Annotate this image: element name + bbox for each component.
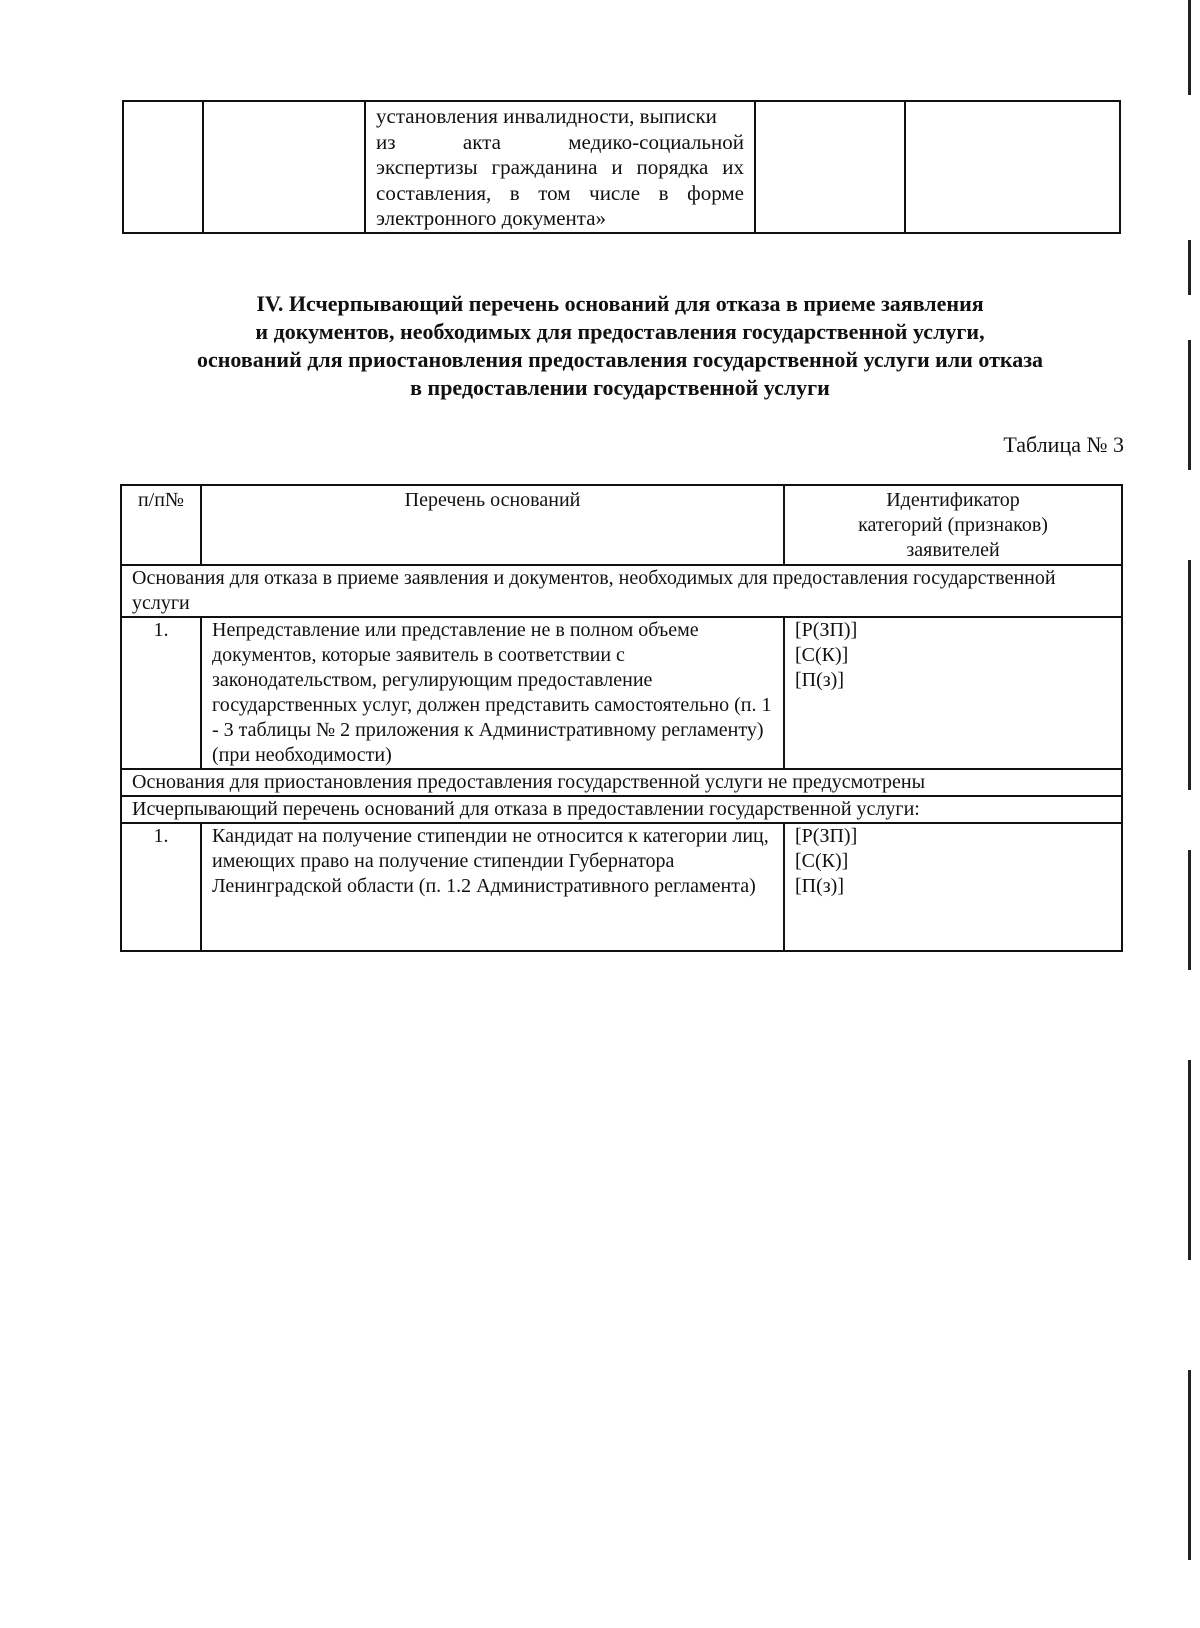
- section-heading: [120, 290, 1120, 402]
- scan-edge-mark: [1188, 240, 1191, 295]
- header-identifier-line: заявителей: [906, 539, 1000, 561]
- continuation-line: экспертизы гражданина и порядка их: [376, 155, 744, 179]
- identifier-code: [Р(ЗП)]: [795, 619, 858, 641]
- table-caption: Таблица № 3: [1003, 432, 1124, 457]
- scan-edge-mark: [1188, 340, 1191, 470]
- grounds-table: [120, 484, 1123, 952]
- scan-edge-mark: [1188, 1060, 1191, 1260]
- section-heading-line: оснований для приостановления предоставления государственной услуги или отказа: [196, 347, 1044, 372]
- continuation-line: составления, в том числе в форме: [376, 180, 744, 205]
- group2-title: Основания для приостановления предоставления государственной услуги не предусмотрены: [121, 769, 1122, 796]
- group-title-row: [121, 796, 1122, 823]
- continuation-row: [123, 101, 1120, 233]
- header-identifier-line: категорий (признаков): [858, 514, 1048, 536]
- section-heading-line: и документов, необходимых для предоставления государственной услуги,: [255, 319, 985, 344]
- header-identifier-line: Идентификатор: [886, 489, 1020, 511]
- header-number: п/п№: [121, 485, 201, 565]
- continuation-cell-empty: [905, 101, 1120, 233]
- header-identifier: [784, 485, 1122, 565]
- table-row: [121, 617, 1122, 769]
- identifier-code: [П(з)]: [795, 669, 844, 691]
- continuation-line: электронного документа»: [376, 206, 607, 230]
- group-title-row: [121, 565, 1122, 617]
- scan-edge-mark: [1188, 850, 1191, 970]
- continuation-table: [122, 100, 1121, 234]
- table-header-row: [121, 485, 1122, 565]
- identifier-code: [С(К)]: [795, 850, 849, 872]
- continuation-cell-empty: [755, 101, 905, 233]
- group1-title: Основания для отказа в приеме заявления и документов, необходимых для предоставления государственной услуги: [121, 565, 1122, 617]
- row-identifiers: [784, 617, 1122, 769]
- identifier-code: [П(з)]: [795, 875, 844, 897]
- continuation-text-cell: [365, 101, 755, 233]
- row-number: 1.: [121, 823, 201, 951]
- row-text: Кандидат на получение стипендии не относится к категории лиц, имеющих право на получение стипендии Губернатора Ленинградской области (п. 1.2 Административного регламента): [201, 823, 784, 951]
- continuation-line: из акта медико-социальной: [376, 129, 744, 154]
- continuation-line: установления инвалидности, выписки: [376, 104, 717, 128]
- section-heading-line: в предоставлении государственной услуги: [410, 375, 830, 400]
- group3-title: Исчерпывающий перечень оснований для отказа в предоставлении государственной услуги:: [121, 796, 1122, 823]
- section-heading-line: IV. Исчерпывающий перечень оснований для отказа в приеме заявления: [256, 291, 984, 316]
- scan-edge-mark: [1188, 560, 1191, 790]
- row-identifiers: [784, 823, 1122, 951]
- scan-edge-mark: [1188, 0, 1191, 95]
- row-number: 1.: [121, 617, 201, 769]
- identifier-code: [С(К)]: [795, 644, 849, 666]
- continuation-cell-empty: [123, 101, 203, 233]
- group-title-row: [121, 769, 1122, 796]
- continuation-cell-empty: [203, 101, 365, 233]
- header-reasons: Перечень оснований: [201, 485, 784, 565]
- table-row: [121, 823, 1122, 951]
- identifier-code: [Р(ЗП)]: [795, 825, 858, 847]
- scan-edge-mark: [1188, 1370, 1191, 1560]
- row-text: Непредставление или представление не в полном объеме документов, которые заявитель в соответствии с законодательством, регулирующим предоставление государственных услуг, должен представить самостоятельно (п. 1 - 3 таблицы № 2 приложения к Административному регламенту) (при необходимости): [201, 617, 784, 769]
